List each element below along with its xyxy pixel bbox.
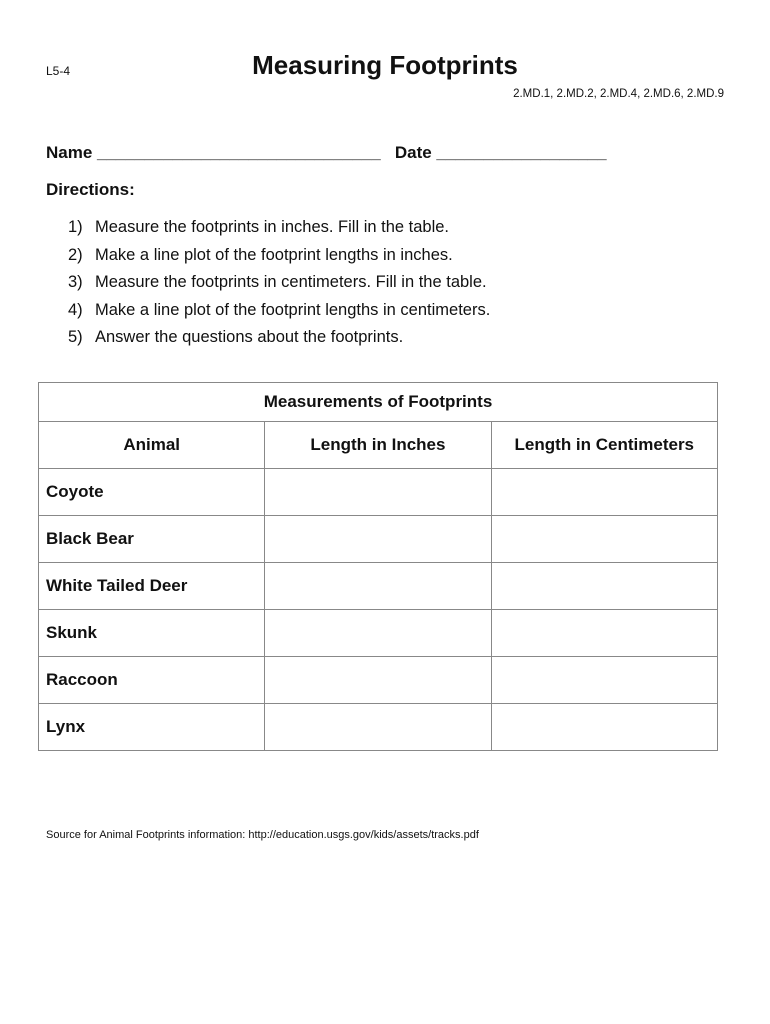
- inches-input-cell[interactable]: [265, 563, 491, 610]
- animal-cell: Coyote: [39, 469, 265, 516]
- table-row: [39, 704, 718, 751]
- inches-input-cell[interactable]: [265, 469, 491, 516]
- table-row: [39, 469, 718, 516]
- source-note: Source for Animal Footprints information: http://education.usgs.gov/kids/assets/tracks.pdf: [46, 829, 479, 841]
- inches-input-cell[interactable]: [265, 610, 491, 657]
- centimeters-input-cell[interactable]: [491, 704, 717, 751]
- animal-cell: Lynx: [39, 704, 265, 751]
- table-row: [39, 610, 718, 657]
- direction-number: 5): [68, 328, 83, 346]
- footprint-measurements-table: [38, 382, 718, 751]
- direction-number: 3): [68, 273, 83, 291]
- direction-item: [68, 271, 490, 299]
- centimeters-input-cell[interactable]: [491, 610, 717, 657]
- direction-number: 2): [68, 245, 83, 264]
- table-row: [39, 516, 718, 563]
- direction-text: Answer the questions about the footprints.: [95, 328, 404, 346]
- table-row: [39, 657, 718, 704]
- centimeters-input-cell[interactable]: [491, 469, 717, 516]
- inches-input-cell[interactable]: [265, 704, 491, 751]
- direction-item: [68, 326, 490, 354]
- direction-text: Measure the footprints in centimeters. Fill in the table.: [95, 273, 487, 291]
- centimeters-input-cell[interactable]: [491, 563, 717, 610]
- directions-heading: Directions:: [46, 180, 135, 199]
- column-header-centimeters: Length in Centimeters: [491, 422, 717, 469]
- name-date-line: Name ______________________________ Date __________________: [46, 143, 607, 162]
- column-header-animal: Animal: [39, 422, 265, 469]
- page-code: L5-4: [46, 64, 71, 78]
- column-header-inches: Length in Inches: [265, 422, 491, 469]
- direction-item: [68, 216, 490, 244]
- table-caption-row: [39, 383, 718, 422]
- table-row: [39, 563, 718, 610]
- page-title: Measuring Footprints: [252, 50, 518, 80]
- directions-list: [68, 216, 490, 354]
- animal-cell: Raccoon: [39, 657, 265, 704]
- direction-item: [68, 299, 490, 327]
- animal-cell: Skunk: [39, 610, 265, 657]
- table-header-row: [39, 422, 718, 469]
- inches-input-cell[interactable]: [265, 516, 491, 563]
- direction-text: Make a line plot of the footprint lengths in centimeters.: [95, 300, 491, 319]
- direction-text: Measure the footprints in inches. Fill in the table.: [95, 218, 450, 236]
- centimeters-input-cell[interactable]: [491, 516, 717, 563]
- direction-number: 1): [68, 218, 83, 236]
- direction-item: [68, 244, 490, 272]
- direction-text: Make a line plot of the footprint lengths in inches.: [95, 245, 453, 264]
- animal-cell: White Tailed Deer: [39, 563, 265, 610]
- inches-input-cell[interactable]: [265, 657, 491, 704]
- animal-cell: Black Bear: [39, 516, 265, 563]
- table-caption: Measurements of Footprints: [39, 383, 718, 422]
- standards-list: 2.MD.1, 2.MD.2, 2.MD.4, 2.MD.6, 2.MD.9: [513, 88, 724, 100]
- centimeters-input-cell[interactable]: [491, 657, 717, 704]
- direction-number: 4): [68, 300, 83, 319]
